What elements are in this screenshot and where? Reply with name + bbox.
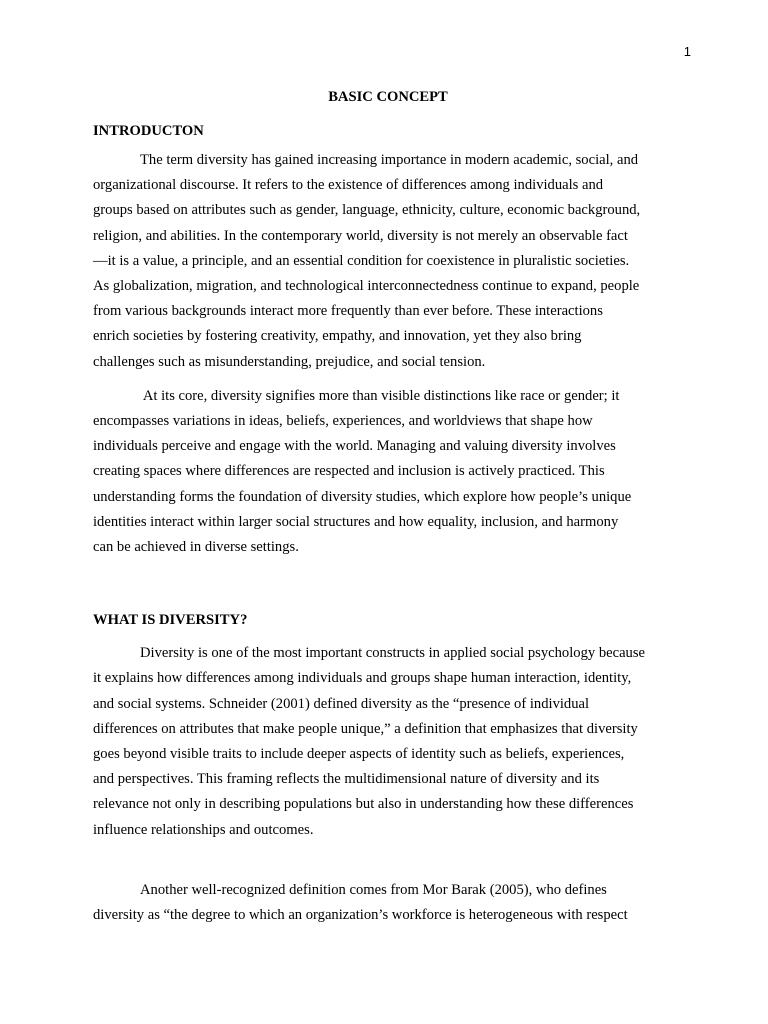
text-line: At its core, diversity signifies more than visible distinctions like race or gender; it <box>140 387 620 404</box>
text-line: individuals perceive and engage with the world. Managing and valuing diversity involves <box>93 438 616 455</box>
text-line: enrich societies by fostering creativity, empathy, and innovation, yet they also bring <box>93 328 582 345</box>
text-line: it explains how differences among individuals and groups shape human interaction, identity, <box>93 670 632 687</box>
text-line: diversity as “the degree to which an organization’s workforce is heterogeneous with respect <box>93 907 628 924</box>
paragraph-intro-2 <box>93 384 683 560</box>
paragraph-diversity-1 <box>93 641 683 843</box>
text-line: Another well-recognized definition comes from Mor Barak (2005), who defines <box>140 881 607 898</box>
text-line: identities interact within larger social structures and how equality, inclusion, and harmony <box>93 513 619 530</box>
text-line: challenges such as misunderstanding, prejudice, and social tension. <box>93 353 486 370</box>
section-heading-what-is-diversity: WHAT IS DIVERSITY? <box>93 612 248 629</box>
text-line: and perspectives. This framing reflects the multidimensional nature of diversity and its <box>93 771 600 788</box>
paragraph-diversity-2 <box>93 878 683 928</box>
text-line: and social systems. Schneider (2001) defined diversity as the “presence of individual <box>93 695 590 712</box>
text-line: As globalization, migration, and technological interconnectedness continue to expand, people <box>93 278 640 295</box>
text-line: Diversity is one of the most important constructs in applied social psychology because <box>140 645 646 662</box>
text-line: influence relationships and outcomes. <box>93 821 314 838</box>
page-number: 1 <box>683 44 691 59</box>
text-line: goes beyond visible traits to include deeper aspects of identity such as beliefs, experiences, <box>93 746 625 763</box>
text-line: organizational discourse. It refers to the existence of differences among individuals and <box>93 177 604 194</box>
document-body <box>93 87 683 928</box>
paragraph-intro-1 <box>93 148 683 375</box>
section-heading-introduction: INTRODUCTON <box>93 123 204 139</box>
text-line: differences on attributes that make people unique,” a definition that emphasizes that diversity <box>93 720 638 737</box>
text-line: The term diversity has gained increasing importance in modern academic, social, and <box>140 152 639 168</box>
text-line: can be achieved in diverse settings. <box>93 539 299 556</box>
document-title: BASIC CONCEPT <box>328 89 448 105</box>
text-line: relevance not only in describing populations but also in understanding how these differences <box>93 796 634 813</box>
text-line: creating spaces where differences are respected and inclusion is actively practiced. This <box>93 463 605 480</box>
text-line: encompasses variations in ideas, beliefs, experiences, and worldviews that shape how <box>93 413 593 430</box>
text-line: —it is a value, a principle, and an essential condition for coexistence in pluralistic societies. <box>93 252 630 269</box>
text-line: understanding forms the foundation of diversity studies, which explore how people’s unique <box>93 488 632 505</box>
text-line: groups based on attributes such as gender, language, ethnicity, culture, economic background, <box>93 202 641 219</box>
text-line: religion, and abilities. In the contemporary world, diversity is not merely an observable fact <box>93 227 628 244</box>
text-line: from various backgrounds interact more frequently than ever before. These interactions <box>93 303 603 320</box>
